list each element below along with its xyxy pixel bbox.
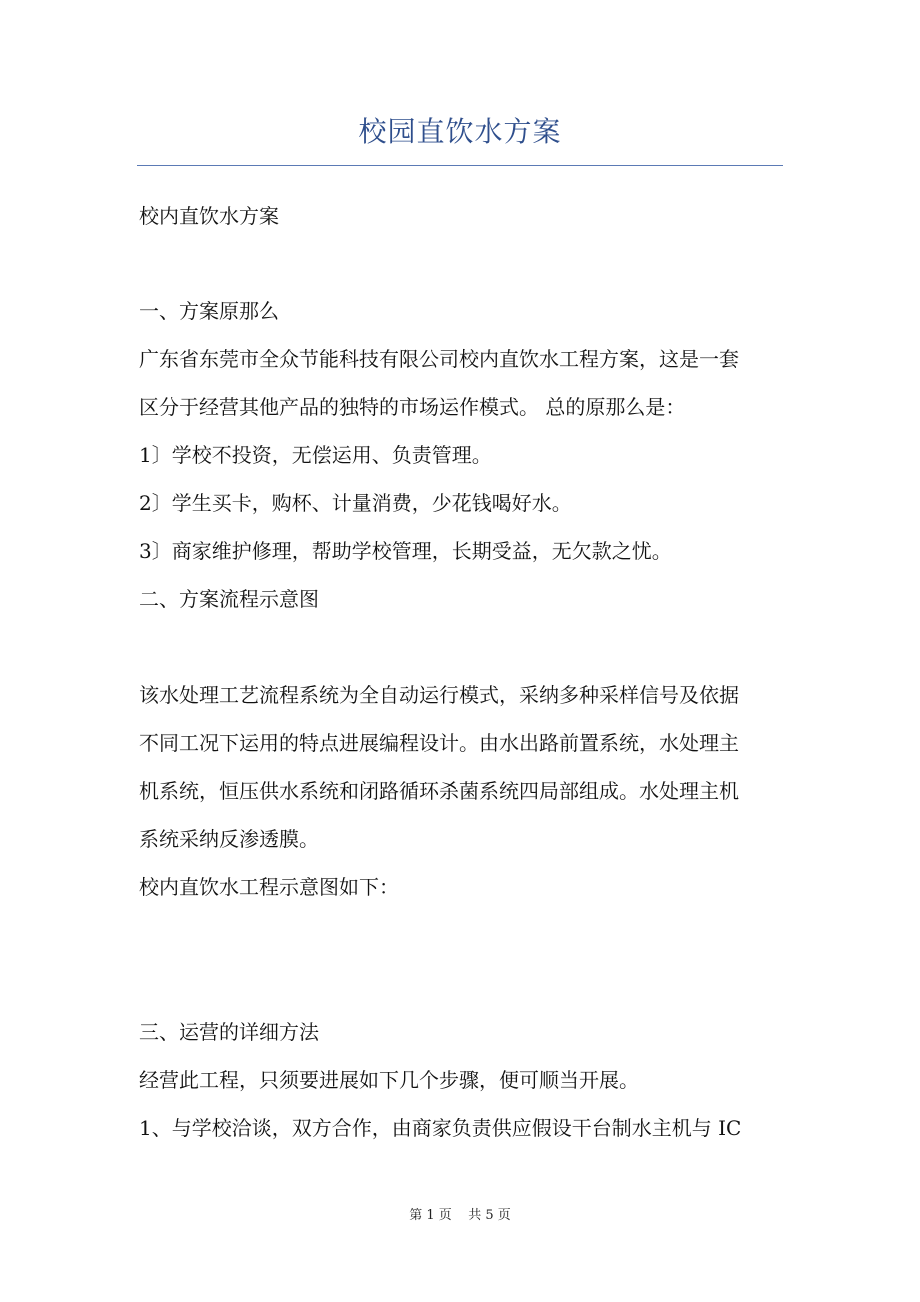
document-title: 校园直饮水方案	[358, 115, 562, 148]
section-heading-flow: 二、方案流程示意图	[139, 587, 319, 611]
flow-paragraph-line: 不同工况下运用的特点进展编程设计。由水出路前置系统，水处理主	[139, 731, 739, 755]
section-heading-operations: 三、运营的详细方法	[139, 1020, 319, 1044]
flow-paragraph-line: 该水处理工艺流程系统为全自动运行模式，采纳多种采样信号及依据	[139, 683, 739, 707]
operations-intro: 经营此工程，只须要进展如下几个步骤，便可顺当开展。	[139, 1068, 639, 1092]
principle-item: 1〕学校不投资，无偿运用、负责管理。	[139, 443, 492, 467]
principle-paragraph-line: 广东省东莞市全众节能科技有限公司校内直饮水工程方案，这是一套	[139, 347, 739, 371]
flow-paragraph-line: 系统采纳反渗透膜。	[139, 827, 319, 851]
title-underline	[137, 165, 783, 166]
document-subtitle: 校内直饮水方案	[139, 204, 279, 228]
flow-diagram-caption: 校内直饮水工程示意图如下：	[139, 875, 399, 899]
principle-paragraph-line: 区分于经营其他产品的独特的市场运作模式。 总的原那么是：	[139, 395, 686, 419]
principle-item: 3〕商家维护修理，帮助学校管理，长期受益，无欠款之忧。	[139, 539, 672, 563]
operations-step: 1、与学校洽谈，双方合作，由商家负责供应假设干台制水主机与 IC	[139, 1116, 742, 1140]
section-heading-principle: 一、方案原那么	[139, 299, 279, 323]
flow-paragraph-line: 机系统，恒压供水系统和闭路循环杀菌系统四局部组成。水处理主机	[139, 779, 739, 803]
principle-item: 2〕学生买卡，购杯、计量消费，少花钱喝好水。	[139, 491, 572, 515]
page-footer: 第 1 页 共 5 页	[409, 1208, 511, 1223]
